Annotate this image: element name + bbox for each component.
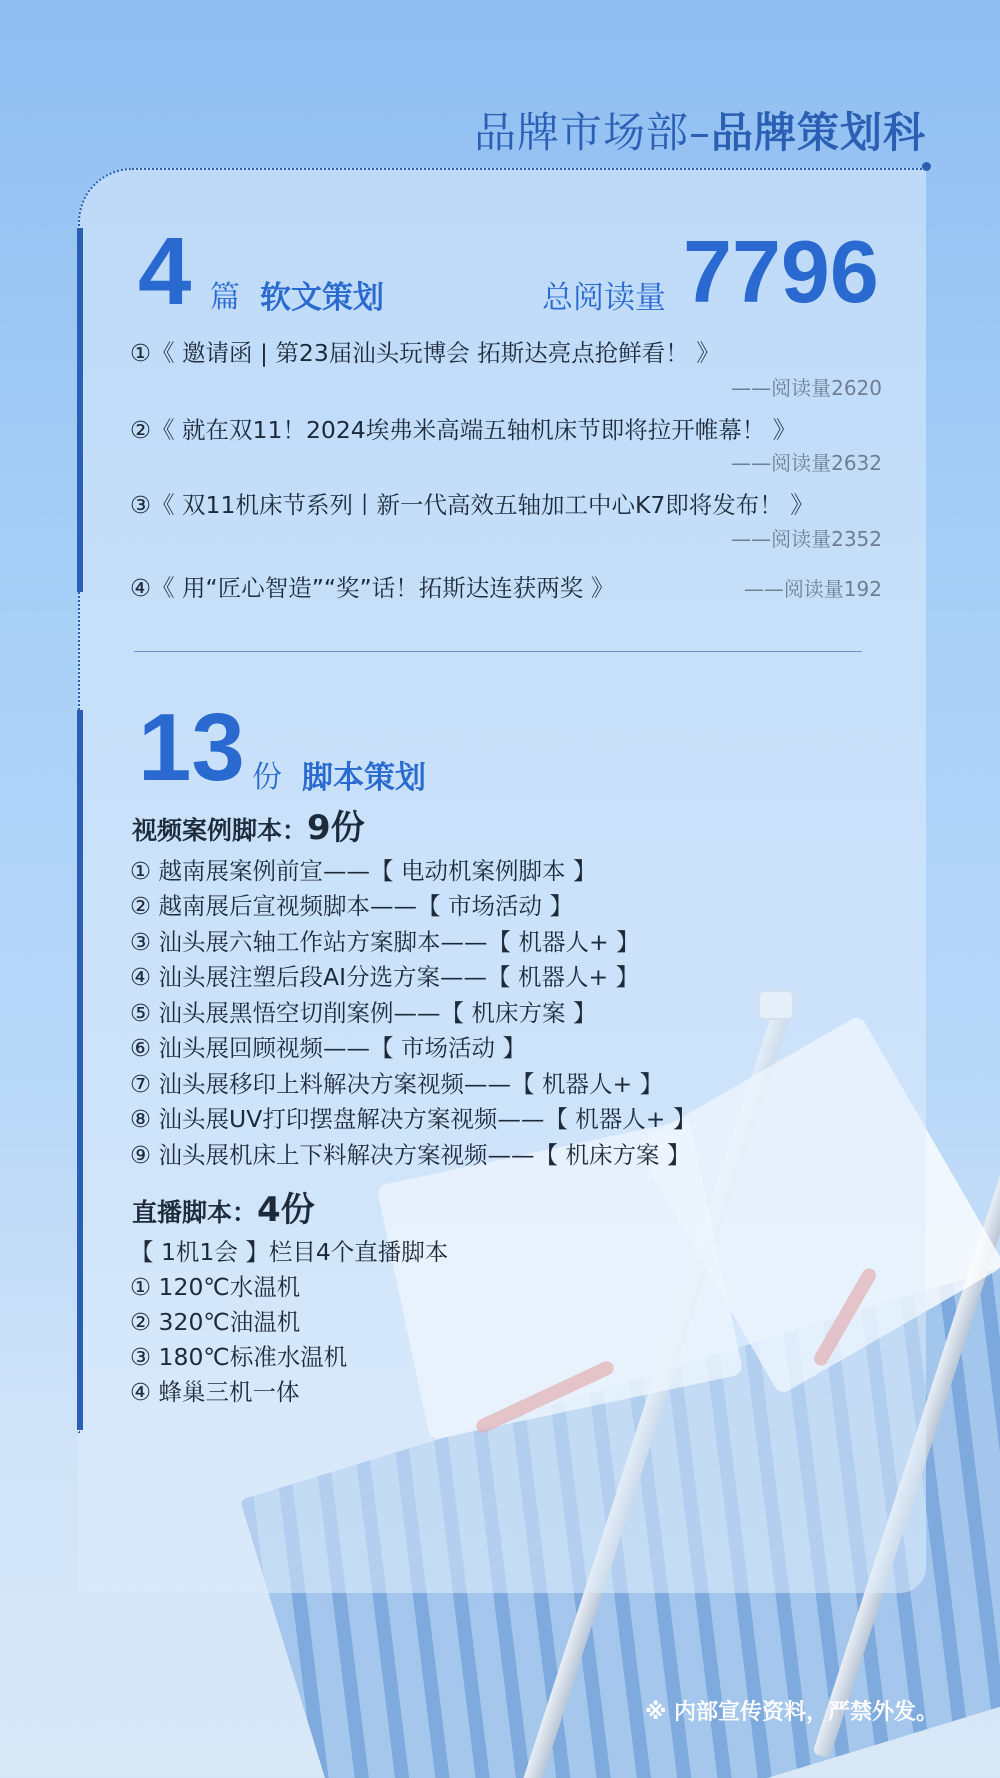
live-script-item: ④ 蜂巢三机一体	[130, 1378, 300, 1406]
live-script-item: ② 320℃油温机	[130, 1308, 301, 1336]
script-unit: 份	[252, 760, 282, 795]
script-category: 脚本策划	[302, 760, 426, 796]
border-end-dot	[922, 162, 931, 171]
video-script-item: ⑧ 汕头展UV打印摆盘解决方案视频——【 机器人+ 】	[130, 1105, 697, 1133]
article-count: 4	[138, 218, 192, 325]
article-reads: ——阅读量192	[743, 577, 882, 601]
video-script-item: ① 越南展案例前宣——【 电动机案例脚本 】	[130, 857, 597, 885]
article-reads: ——阅读量2632	[731, 451, 882, 475]
total-reads-value: 7796	[683, 222, 879, 321]
article-title: ④《 用“匠心智造”“奖”话！拓斯达连获两奖 》	[130, 574, 615, 602]
live-scripts-count: 4份	[257, 1190, 315, 1230]
video-script-item: ⑥ 汕头展回顾视频——【 市场活动 】	[130, 1034, 526, 1062]
article-title: ②《 就在双11！2024埃弗米高端五轴机床节即将拉开帷幕！ 》	[130, 416, 797, 444]
section-bar	[77, 710, 83, 1430]
article-title: ①《 邀请函 | 第23届汕头玩博会 拓斯达亮点抢鲜看！ 》	[130, 339, 720, 367]
video-script-item: ③ 汕头展六轴工作站方案脚本——【 机器人+ 】	[130, 928, 640, 956]
video-script-item: ④ 汕头展注塑后段AI分选方案——【 机器人+ 】	[130, 963, 640, 991]
article-unit: 篇	[210, 280, 240, 315]
video-script-item: ② 越南展后宣视频脚本——【 市场活动 】	[130, 892, 573, 920]
article-category: 软文策划	[260, 280, 384, 316]
video-script-item: ⑤ 汕头展黑悟空切削案例——【 机床方案 】	[130, 999, 597, 1027]
video-script-item: ⑨ 汕头展机床上下料解决方案视频——【 机床方案 】	[130, 1141, 691, 1169]
total-reads-label: 总阅读量	[542, 280, 666, 316]
video-scripts-heading: 视频案例脚本：9份	[132, 808, 365, 848]
article-reads: ——阅读量2352	[731, 527, 882, 551]
live-scripts-intro: 【 1机1会 】栏目4个直播脚本	[130, 1238, 449, 1266]
confidential-note: ※ 内部宣传资料，严禁外发。	[644, 1700, 938, 1725]
video-script-item: ⑦ 汕头展移印上料解决方案视频——【 机器人+ 】	[130, 1070, 664, 1098]
live-script-item: ① 120℃水温机	[130, 1273, 301, 1301]
script-count: 13	[138, 694, 245, 801]
video-scripts-count: 9份	[307, 808, 365, 848]
section-name: 品牌策划科	[710, 108, 926, 157]
article-reads: ——阅读量2620	[731, 376, 882, 400]
dept-name: 品牌市场部–	[473, 108, 711, 157]
page-title	[474, 100, 926, 160]
live-scripts-heading: 直播脚本：4份	[132, 1190, 315, 1230]
section-bar	[77, 228, 83, 592]
live-script-item: ③ 180℃标准水温机	[130, 1343, 348, 1371]
article-title: ③《 双11机床节系列丨新一代高效五轴加工中心K7即将发布！ 》	[130, 491, 814, 519]
section-divider	[134, 651, 862, 652]
